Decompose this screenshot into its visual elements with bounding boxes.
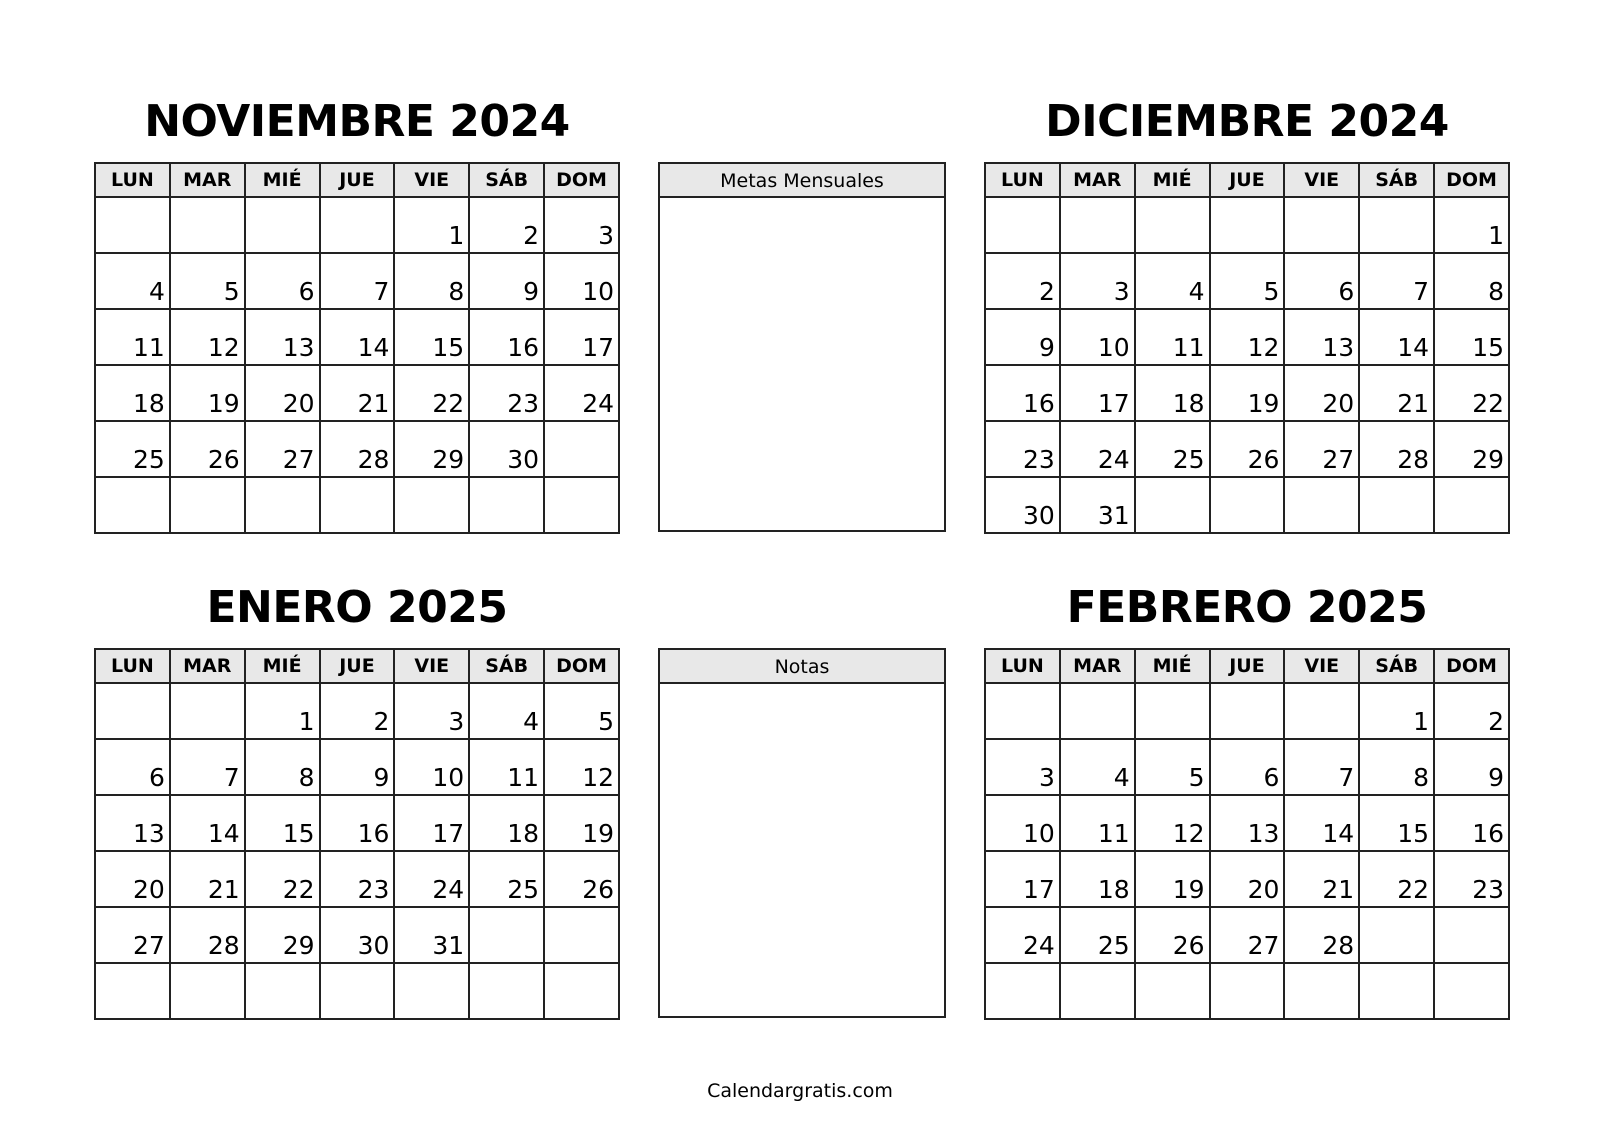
weekday-header: MAR [1060, 163, 1135, 197]
day-cell: 11 [1060, 795, 1135, 851]
weekday-header: MIÉ [245, 649, 320, 683]
day-cell: 14 [1359, 309, 1434, 365]
day-cell: 18 [469, 795, 544, 851]
day-cell: 13 [245, 309, 320, 365]
day-cell: 9 [320, 739, 395, 795]
week-row [95, 421, 619, 477]
day-cell: 13 [1284, 309, 1359, 365]
day-cell: 28 [170, 907, 245, 963]
day-cell: 15 [394, 309, 469, 365]
day-cell [1434, 477, 1509, 533]
day-cell: 11 [1135, 309, 1210, 365]
day-cell: 25 [1060, 907, 1135, 963]
day-cell: 29 [1434, 421, 1509, 477]
week-row [985, 907, 1509, 963]
day-cell [1434, 907, 1509, 963]
day-cell: 1 [1359, 683, 1434, 739]
day-cell: 18 [1060, 851, 1135, 907]
weekday-header: JUE [1210, 163, 1285, 197]
day-cell: 20 [1284, 365, 1359, 421]
day-cell [170, 963, 245, 1019]
weekday-header: DOM [1434, 163, 1509, 197]
week-row [95, 851, 619, 907]
day-cell: 24 [544, 365, 619, 421]
day-cell: 29 [394, 421, 469, 477]
day-cell: 15 [1359, 795, 1434, 851]
week-row [985, 365, 1509, 421]
weekday-header-row [95, 649, 619, 683]
day-cell [320, 963, 395, 1019]
week-row [985, 739, 1509, 795]
weekday-header: LUN [95, 649, 170, 683]
day-cell: 24 [1060, 421, 1135, 477]
day-cell: 26 [170, 421, 245, 477]
day-cell [1284, 197, 1359, 253]
calendar-february [984, 648, 1510, 1020]
weekday-header: JUE [320, 649, 395, 683]
day-cell: 3 [544, 197, 619, 253]
day-cell [1210, 963, 1285, 1019]
day-cell: 14 [170, 795, 245, 851]
day-cell: 12 [170, 309, 245, 365]
day-cell: 8 [1434, 253, 1509, 309]
day-cell: 2 [985, 253, 1060, 309]
week-row [985, 851, 1509, 907]
day-cell [544, 963, 619, 1019]
day-cell: 18 [95, 365, 170, 421]
monthly-goals-header: Metas Mensuales [660, 164, 944, 198]
day-cell [1284, 477, 1359, 533]
week-row [95, 795, 619, 851]
day-cell [1434, 963, 1509, 1019]
day-cell [245, 477, 320, 533]
day-cell: 3 [394, 683, 469, 739]
day-cell: 14 [1284, 795, 1359, 851]
day-cell [320, 477, 395, 533]
day-cell: 19 [544, 795, 619, 851]
day-cell: 2 [1434, 683, 1509, 739]
day-cell: 4 [1135, 253, 1210, 309]
day-cell: 12 [544, 739, 619, 795]
day-cell: 20 [1210, 851, 1285, 907]
day-cell: 26 [1210, 421, 1285, 477]
notes-box[interactable] [658, 648, 946, 1018]
day-cell: 30 [469, 421, 544, 477]
day-cell: 22 [394, 365, 469, 421]
month-title-february: FEBRERO 2025 [1066, 582, 1428, 633]
day-cell: 9 [1434, 739, 1509, 795]
day-cell: 21 [320, 365, 395, 421]
day-cell: 16 [985, 365, 1060, 421]
day-cell: 16 [320, 795, 395, 851]
day-cell: 8 [245, 739, 320, 795]
day-cell [95, 683, 170, 739]
day-cell: 20 [245, 365, 320, 421]
day-cell: 10 [985, 795, 1060, 851]
day-cell: 25 [95, 421, 170, 477]
week-row [985, 477, 1509, 533]
day-cell: 6 [1210, 739, 1285, 795]
week-row [985, 197, 1509, 253]
week-row [95, 477, 619, 533]
week-row [95, 253, 619, 309]
weekday-header: MAR [1060, 649, 1135, 683]
day-cell: 17 [1060, 365, 1135, 421]
weekday-header: MAR [170, 649, 245, 683]
day-cell [1359, 963, 1434, 1019]
day-cell: 3 [1060, 253, 1135, 309]
day-cell: 10 [394, 739, 469, 795]
day-cell: 21 [170, 851, 245, 907]
month-title-january: ENERO 2025 [206, 582, 508, 633]
day-cell: 20 [95, 851, 170, 907]
weekday-header-row [985, 163, 1509, 197]
weekday-header: VIE [1284, 649, 1359, 683]
day-cell: 2 [320, 683, 395, 739]
week-row [985, 309, 1509, 365]
calendar-november [94, 162, 620, 534]
week-row [95, 197, 619, 253]
day-cell: 13 [95, 795, 170, 851]
week-row [95, 683, 619, 739]
day-cell: 21 [1359, 365, 1434, 421]
day-cell [1284, 683, 1359, 739]
day-cell: 22 [1434, 365, 1509, 421]
day-cell [544, 907, 619, 963]
weekday-header: LUN [985, 649, 1060, 683]
day-cell: 31 [394, 907, 469, 963]
day-cell: 14 [320, 309, 395, 365]
weekday-header: MIÉ [1135, 163, 1210, 197]
day-cell [170, 477, 245, 533]
weekday-header-row [985, 649, 1509, 683]
weekday-header: SÁB [469, 163, 544, 197]
day-cell: 7 [1284, 739, 1359, 795]
day-cell: 17 [394, 795, 469, 851]
week-row [95, 739, 619, 795]
weekday-header: MIÉ [245, 163, 320, 197]
day-cell: 5 [544, 683, 619, 739]
day-cell [320, 197, 395, 253]
week-row [95, 963, 619, 1019]
notes-header: Notas [660, 650, 944, 684]
day-cell: 5 [1210, 253, 1285, 309]
day-cell: 25 [469, 851, 544, 907]
day-cell: 10 [544, 253, 619, 309]
day-cell: 24 [985, 907, 1060, 963]
day-cell: 27 [1210, 907, 1285, 963]
day-cell: 18 [1135, 365, 1210, 421]
day-cell [95, 197, 170, 253]
day-cell: 7 [1359, 253, 1434, 309]
day-cell: 8 [394, 253, 469, 309]
day-cell: 7 [170, 739, 245, 795]
day-cell: 28 [320, 421, 395, 477]
day-cell: 24 [394, 851, 469, 907]
day-cell: 23 [1434, 851, 1509, 907]
weekday-header: MIÉ [1135, 649, 1210, 683]
day-cell [1060, 683, 1135, 739]
day-cell: 12 [1210, 309, 1285, 365]
week-row [985, 683, 1509, 739]
weekday-header: VIE [1284, 163, 1359, 197]
day-cell: 4 [1060, 739, 1135, 795]
day-cell: 19 [1210, 365, 1285, 421]
monthly-goals-box[interactable] [658, 162, 946, 532]
weekday-header: SÁB [1359, 649, 1434, 683]
day-cell: 11 [469, 739, 544, 795]
day-cell: 12 [1135, 795, 1210, 851]
week-row [95, 309, 619, 365]
week-row [95, 907, 619, 963]
day-cell: 19 [170, 365, 245, 421]
day-cell: 19 [1135, 851, 1210, 907]
day-cell: 15 [245, 795, 320, 851]
day-cell [394, 963, 469, 1019]
day-cell: 11 [95, 309, 170, 365]
day-cell: 23 [985, 421, 1060, 477]
day-cell: 5 [170, 253, 245, 309]
day-cell [1359, 477, 1434, 533]
day-cell: 9 [985, 309, 1060, 365]
day-cell: 1 [245, 683, 320, 739]
week-row [985, 963, 1509, 1019]
day-cell [1284, 963, 1359, 1019]
calendar-december [984, 162, 1510, 534]
day-cell [1359, 907, 1434, 963]
day-cell: 7 [320, 253, 395, 309]
day-cell: 3 [985, 739, 1060, 795]
weekday-header: SÁB [469, 649, 544, 683]
weekday-header: DOM [544, 649, 619, 683]
day-cell: 23 [469, 365, 544, 421]
day-cell: 22 [1359, 851, 1434, 907]
weekday-header: VIE [394, 163, 469, 197]
day-cell: 26 [1135, 907, 1210, 963]
day-cell: 4 [95, 253, 170, 309]
day-cell [245, 197, 320, 253]
week-row [95, 365, 619, 421]
day-cell: 9 [469, 253, 544, 309]
weekday-header: LUN [95, 163, 170, 197]
weekday-header-row [95, 163, 619, 197]
day-cell [1210, 477, 1285, 533]
day-cell: 6 [1284, 253, 1359, 309]
day-cell [985, 683, 1060, 739]
day-cell [469, 963, 544, 1019]
calendar-january [94, 648, 620, 1020]
day-cell: 2 [469, 197, 544, 253]
day-cell: 17 [985, 851, 1060, 907]
day-cell: 29 [245, 907, 320, 963]
day-cell [544, 421, 619, 477]
day-cell [1060, 197, 1135, 253]
day-cell: 8 [1359, 739, 1434, 795]
day-cell [245, 963, 320, 1019]
week-row [985, 253, 1509, 309]
day-cell [95, 963, 170, 1019]
week-row [985, 421, 1509, 477]
day-cell: 26 [544, 851, 619, 907]
day-cell [170, 197, 245, 253]
day-cell: 13 [1210, 795, 1285, 851]
day-cell: 23 [320, 851, 395, 907]
day-cell [1210, 683, 1285, 739]
weekday-header: SÁB [1359, 163, 1434, 197]
day-cell: 5 [1135, 739, 1210, 795]
day-cell [95, 477, 170, 533]
day-cell: 10 [1060, 309, 1135, 365]
day-cell [170, 683, 245, 739]
day-cell: 16 [1434, 795, 1509, 851]
day-cell: 16 [469, 309, 544, 365]
day-cell [469, 477, 544, 533]
day-cell: 30 [320, 907, 395, 963]
day-cell [985, 197, 1060, 253]
weekday-header: LUN [985, 163, 1060, 197]
day-cell: 6 [95, 739, 170, 795]
day-cell: 30 [985, 477, 1060, 533]
footer-site: Calendargratis.com [707, 1080, 893, 1102]
day-cell: 28 [1359, 421, 1434, 477]
weekday-header: JUE [320, 163, 395, 197]
weekday-header: JUE [1210, 649, 1285, 683]
day-cell: 27 [1284, 421, 1359, 477]
month-title-december: DICIEMBRE 2024 [1045, 96, 1449, 147]
day-cell [1135, 477, 1210, 533]
day-cell [1359, 197, 1434, 253]
day-cell: 1 [1434, 197, 1509, 253]
day-cell: 28 [1284, 907, 1359, 963]
day-cell [1060, 963, 1135, 1019]
day-cell: 25 [1135, 421, 1210, 477]
day-cell: 15 [1434, 309, 1509, 365]
day-cell: 6 [245, 253, 320, 309]
day-cell: 27 [95, 907, 170, 963]
weekday-header: MAR [170, 163, 245, 197]
day-cell: 17 [544, 309, 619, 365]
day-cell [1135, 963, 1210, 1019]
day-cell: 27 [245, 421, 320, 477]
day-cell [1135, 197, 1210, 253]
day-cell: 1 [394, 197, 469, 253]
day-cell [469, 907, 544, 963]
day-cell: 21 [1284, 851, 1359, 907]
day-cell [1135, 683, 1210, 739]
day-cell [1210, 197, 1285, 253]
weekday-header: DOM [1434, 649, 1509, 683]
day-cell [394, 477, 469, 533]
day-cell [544, 477, 619, 533]
week-row [985, 795, 1509, 851]
day-cell: 22 [245, 851, 320, 907]
day-cell: 4 [469, 683, 544, 739]
month-title-november: NOVIEMBRE 2024 [144, 96, 570, 147]
weekday-header: VIE [394, 649, 469, 683]
day-cell: 31 [1060, 477, 1135, 533]
day-cell [985, 963, 1060, 1019]
weekday-header: DOM [544, 163, 619, 197]
